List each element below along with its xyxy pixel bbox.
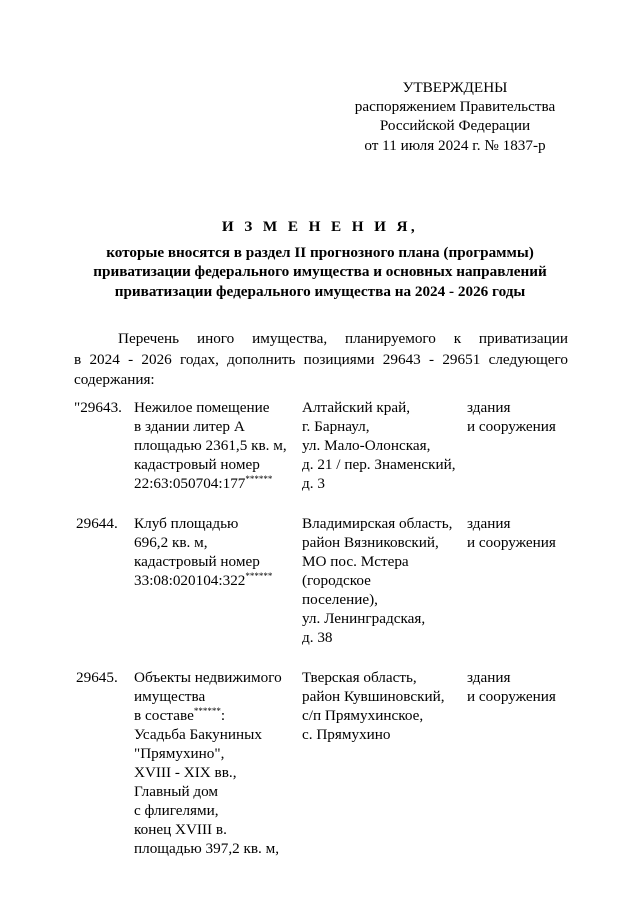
position-name-fragment: Нежилое помещение xyxy=(134,399,270,416)
heading-line: приватизации федерального имущества и основных направлений xyxy=(93,263,547,281)
approval-line: Российской Федерации xyxy=(379,117,531,135)
position-address-line: Владимирская область, xyxy=(302,515,453,532)
position-category-line: и сооружения xyxy=(467,418,556,435)
position-address-line: поселение), xyxy=(302,591,378,608)
position-number: 29644. xyxy=(76,515,118,532)
position-name-line xyxy=(134,436,302,455)
intro-line: в 2024 - 2026 годах, дополнить позициями 29643 - 29651 следующего xyxy=(74,350,568,368)
position-address-line: с/п Прямухинское, xyxy=(302,707,424,724)
intro-line: Перечень иного имущества, планируемого к приватизации xyxy=(118,330,568,347)
position-name-line: имущества xyxy=(134,688,206,705)
position-row xyxy=(74,514,574,647)
position-address-line: д. 3 xyxy=(302,475,325,492)
position-name xyxy=(134,668,302,858)
position-category-line: здания xyxy=(467,399,511,416)
position-address-line: МО пос. Мстера xyxy=(302,553,409,570)
position-name-fragment: Клуб площадью xyxy=(134,515,239,532)
position-name-line xyxy=(134,552,302,571)
position-address-line: д. 21 / пер. Знаменский, xyxy=(302,456,456,473)
position-name-line: XVIII - XIX вв., xyxy=(134,764,237,781)
position-name-line xyxy=(134,514,302,533)
position-name-line xyxy=(134,398,302,417)
position-name-fragment: : xyxy=(220,707,226,724)
position-address-line: ул. Ленинградская, xyxy=(302,610,426,627)
position-name xyxy=(134,514,302,647)
position-name-fragment: 33:08:020104:322 xyxy=(134,572,246,589)
position-name-fragment: 696,2 кв. м, xyxy=(134,534,208,551)
position-address-line: д. 38 xyxy=(302,629,333,646)
position-name-fragment: кадастровый номер xyxy=(134,553,260,570)
position-name-fragment: 22:63:050704:177 xyxy=(134,475,246,492)
position-name-line: "Прямухино", xyxy=(134,745,225,762)
position-address-line: район Кувшиновский, xyxy=(302,688,445,705)
position-name-line xyxy=(134,455,302,474)
positions-table xyxy=(74,398,574,879)
position-name-line: конец XVIII в. xyxy=(134,821,227,838)
position-address xyxy=(302,514,467,647)
position-name-line xyxy=(134,417,302,436)
footnote-marker: ****** xyxy=(245,474,273,484)
position-name-line: Главный дом xyxy=(134,783,219,800)
position-name-line xyxy=(134,706,302,725)
position-row xyxy=(74,398,574,493)
intro-line: содержания: xyxy=(74,371,155,389)
position-category xyxy=(467,668,577,858)
footnote-marker: ****** xyxy=(193,706,221,716)
intro-paragraph xyxy=(74,329,568,391)
position-name-line: Усадьба Бакуниных xyxy=(134,726,262,743)
position-address-line: ул. Мало-Олонская, xyxy=(302,437,431,454)
position-category-line: здания xyxy=(467,515,511,532)
approval-line: распоряжением Правительства xyxy=(354,98,556,116)
position-name-line xyxy=(134,474,302,493)
heading-title: И З М Е Н Е Н И Я, xyxy=(221,218,419,235)
position-address xyxy=(302,398,467,493)
position-category-line: и сооружения xyxy=(467,688,556,705)
position-name-line: с флигелями, xyxy=(134,802,219,819)
position-category xyxy=(467,398,577,493)
approval-line: от 11 июля 2024 г. № 1837-р xyxy=(364,136,546,154)
approval-stamp xyxy=(340,78,570,155)
heading-line: приватизации федерального имущества на 2024 - 2026 годы xyxy=(114,282,526,300)
position-name-line: площадью 397,2 кв. м, xyxy=(134,840,280,857)
position-name-line xyxy=(134,571,302,590)
position-name-fragment: в составе xyxy=(134,707,194,724)
position-category xyxy=(467,514,577,647)
position-address-line: район Вязниковский, xyxy=(302,534,439,551)
document-heading xyxy=(60,217,580,301)
approval-title: УТВЕРЖДЕНЫ xyxy=(402,79,508,96)
position-category-line: здания xyxy=(467,669,511,686)
position-address-line: Алтайский край, xyxy=(302,399,411,416)
position-address-line: г. Барнаул, xyxy=(302,418,370,435)
position-row xyxy=(74,668,574,858)
position-address xyxy=(302,668,467,858)
position-name-fragment: площадью 2361,5 кв. м, xyxy=(134,437,287,454)
position-name-fragment: кадастровый номер xyxy=(134,456,260,473)
position-name xyxy=(134,398,302,493)
heading-line: которые вносятся в раздел II прогнозного плана (программы) xyxy=(106,244,534,262)
position-number: "29643. xyxy=(74,399,122,416)
position-address-line: с. Прямухино xyxy=(302,726,391,743)
footnote-marker: ****** xyxy=(245,571,273,581)
position-category-line: и сооружения xyxy=(467,534,556,551)
position-name-fragment: в здании литер А xyxy=(134,418,245,435)
position-number: 29645. xyxy=(76,669,118,686)
position-address-line: Тверская область, xyxy=(302,669,417,686)
position-name-line xyxy=(134,533,302,552)
position-name-line: Объекты недвижимого xyxy=(134,669,282,686)
position-address-line: (городское xyxy=(302,572,371,589)
